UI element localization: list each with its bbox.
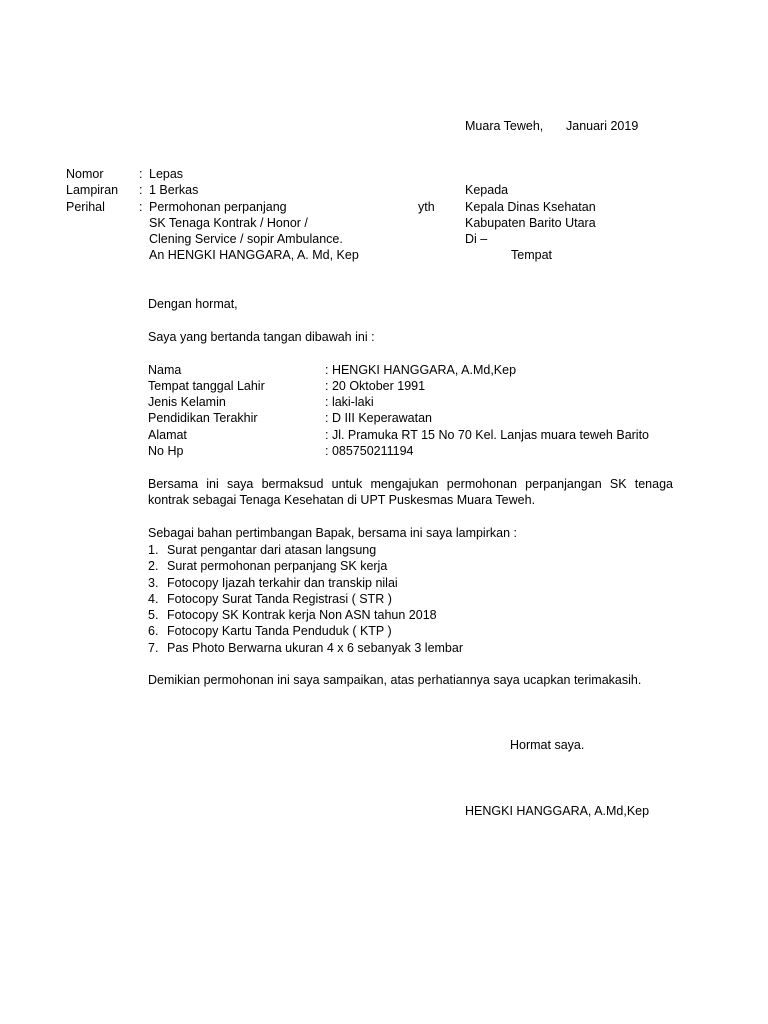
recipient-di: Di – bbox=[465, 232, 488, 246]
closing-salutation: Hormat saya. bbox=[510, 738, 585, 752]
perihal-colon: : bbox=[139, 200, 143, 214]
recipient-office: Kepala Dinas Ksehatan bbox=[465, 200, 596, 214]
bio-nama-label: Nama bbox=[148, 363, 182, 377]
request-paragraph: Bersama ini saya bermaksud untuk mengajukan permohonan perpanjangan SK tenaga kontrak sebagai Tenaga Kesehatan di UPT Puskesmas Muara Teweh. bbox=[148, 477, 673, 508]
perihal-line-2: SK Tenaga Kontrak / Honor / bbox=[149, 216, 308, 230]
perihal-label: Perihal bbox=[66, 200, 105, 214]
signature-name: HENGKI HANGGARA, A.Md,Kep bbox=[465, 804, 650, 818]
bio-gender-label: Jenis Kelamin bbox=[148, 395, 226, 409]
bio-nama-value: : HENGKI HANGGARA, A.Md,Kep bbox=[325, 363, 517, 377]
nomor-colon: : bbox=[139, 167, 143, 181]
letter-date: Januari 2019 bbox=[566, 119, 639, 133]
nomor-label: Nomor bbox=[66, 167, 104, 181]
intro-text: Saya yang bertanda tangan dibawah ini : bbox=[148, 330, 375, 344]
letter-place: Muara Teweh, bbox=[465, 119, 544, 133]
list-item: 1. Surat pengantar dari atasan langsung bbox=[148, 543, 377, 557]
recipient-kepada: Kepada bbox=[465, 183, 509, 197]
bio-phone-label: No Hp bbox=[148, 444, 184, 458]
lampiran-value: 1 Berkas bbox=[149, 183, 199, 197]
attachments-intro: Sebagai bahan pertimbangan Bapak, bersama ini saya lampirkan : bbox=[148, 526, 517, 540]
lampiran-label: Lampiran bbox=[66, 183, 119, 197]
list-item: 3. Fotocopy Ijazah terkahir dan transkip nilai bbox=[148, 575, 398, 590]
bio-ttl-label: Tempat tanggal Lahir bbox=[148, 379, 265, 393]
list-item: 7. Pas Photo Berwarna ukuran 4 x 6 sebanyak 3 lembar bbox=[148, 640, 464, 655]
nomor-value: Lepas bbox=[149, 167, 184, 181]
bio-gender-value: : laki-laki bbox=[325, 395, 374, 409]
yth-label: yth bbox=[418, 200, 435, 214]
perihal-line-3: Clening Service / sopir Ambulance. bbox=[149, 232, 343, 246]
bio-ttl-value: : 20 Oktober 1991 bbox=[325, 379, 426, 393]
perihal-line-4: An HENGKI HANGGARA, A. Md, Kep bbox=[149, 248, 359, 262]
list-item: 4. Fotocopy Surat Tanda Registrasi ( STR ) bbox=[148, 591, 392, 606]
perihal-value: Permohonan perpanjang bbox=[149, 200, 287, 214]
list-item: 2. Surat permohonan perpanjang SK kerja bbox=[148, 559, 388, 574]
bio-address-value: : Jl. Pramuka RT 15 No 70 Kel. Lanjas muara teweh Barito bbox=[325, 428, 650, 442]
bio-education-value: : D III Keperawatan bbox=[325, 411, 433, 425]
list-item: 5. Fotocopy SK Kontrak kerja Non ASN tahun 2018 bbox=[148, 608, 437, 623]
recipient-tempat: Tempat bbox=[511, 248, 552, 262]
attachments-list bbox=[148, 542, 463, 656]
closing-paragraph: Demikian permohonan ini saya sampaikan, atas perhatiannya saya ucapkan terimakasih. bbox=[148, 673, 642, 687]
lampiran-colon: : bbox=[139, 183, 143, 197]
bio-education-label: Pendidikan Terakhir bbox=[148, 411, 258, 425]
bio-phone-value: : 085750211194 bbox=[325, 444, 414, 458]
greeting: Dengan hormat, bbox=[148, 297, 238, 311]
recipient-region: Kabupaten Barito Utara bbox=[465, 216, 596, 230]
list-item: 6. Fotocopy Kartu Tanda Penduduk ( KTP ) bbox=[148, 624, 392, 639]
bio-address-label: Alamat bbox=[148, 428, 187, 442]
